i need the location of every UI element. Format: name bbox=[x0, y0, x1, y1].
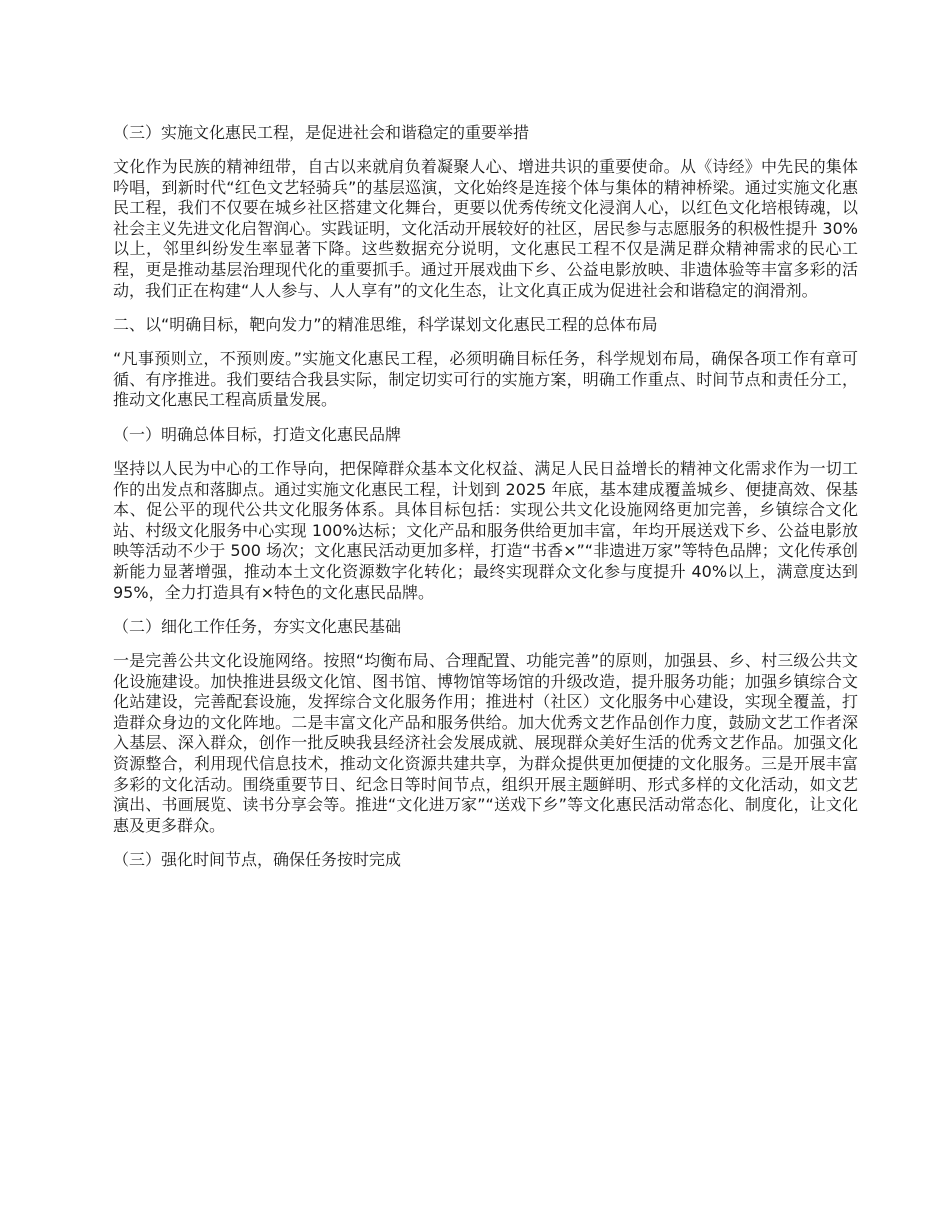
section-heading-3: （三）实施文化惠民工程，是促进社会和谐稳定的重要举措 bbox=[113, 123, 530, 142]
subsection-heading-2: （二）细化工作任务，夯实文化惠民基础 bbox=[113, 617, 402, 637]
section-heading-2: 二、以“明确目标，靶向发力”的精准思维，科学谋划文化惠民工程的总体布局 bbox=[113, 315, 658, 335]
paragraph-overall-goals: 坚持以人民为中心的工作导向，把保障群众基本文化权益、满足人民日益增长的精神文化需求作为一切工作的出发点和落脚点。通过实施文化惠民工程，计划到 2025 年底，基本建成覆盖城乡、便捷高效、保基本、促公平的现代公共文化服务体系。具体目标包括：实现公共文化设施网络更加完善，乡镇综合文化站、村级文化服务中心实现 100%达标；文化产品和服务供给更加丰富，年均开展送戏下乡、公益电影放映等活动不少于 500 场次；文化惠民活动更加多样，打造“书香×”“非遗进万家”等特色品牌；文化传承创新能力显著增强，推动本土文化资源数字化转化；最终实现群众文化参与度提升 40%以上，满意度达到 95%，全力打造具有×特色的文化惠民品牌。 bbox=[113, 458, 858, 602]
paragraph-culture-harmony: 文化作为民族的精神纽带，自古以来就肩负着凝聚人心、增进共识的重要使命。从《诗经》中先民的集体吟唱，到新时代“红色文艺轻骑兵”的基层巡演，文化始终是连接个体与集体的精神桥梁。通过实施文化惠民工程，我们不仅要在城乡社区搭建文化舞台，更要以优秀传统文化浸润人心，以红色文化培根铸魂，以社会主义先进文化启智润心。实践证明，文化活动开展较好的社区，居民参与志愿服务的积极性提升 30%以上，邻里纠纷发生率显著下降。这些数据充分说明，文化惠民工程不仅是满足群众精神需求的民心工程，更是推动基层治理现代化的重要抓手。通过开展戏曲下乡、公益电影放映、非遗体验等丰富多彩的活动，我们正在构建“人人参与、人人享有”的文化生态，让文化真正成为促进社会和谐稳定的润滑剂。 bbox=[113, 157, 858, 300]
paragraph-planning: “凡事预则立，不预则废。”实施文化惠民工程，必须明确目标任务，科学规划布局，确保各项工作有章可循、有序推进。我们要结合我县实际，制定切实可行的实施方案，明确工作重点、时间节点和责任分工，推动文化惠民工程高质量发展。 bbox=[113, 349, 858, 410]
document-page bbox=[113, 122, 858, 884]
subsection-heading-3: （三）强化时间节点，确保任务按时完成 bbox=[113, 850, 402, 870]
subsection-heading-1: （一）明确总体目标，打造文化惠民品牌 bbox=[113, 424, 402, 444]
paragraph-work-tasks: 一是完善公共文化设施网络。按照“均衡布局、合理配置、功能完善”的原则，加强县、乡、村三级公共文化设施建设。加快推进县级文化馆、图书馆、博物馆等场馆的升级改造，提升服务功能；加强乡镇综合文化站建设，完善配套设施，发挥综合文化服务作用；推进村（社区）文化服务中心建设，实现全覆盖，打造群众身边的文化阵地。二是丰富文化产品和服务供给。加大优秀文艺作品创作力度，鼓励文艺工作者深入基层、深入群众，创作一批反映我县经济社会发展成就、展现群众美好生活的优秀文艺作品。加强文化资源整合，利用现代信息技术，推动文化资源共建共享，为群众提供更加便捷的文化服务。三是开展丰富多彩的文化活动。围绕重要节日、纪念日等时间节点，组织开展主题鲜明、形式多样的文化活动，如文艺演出、书画展览、读书分享会等。推进“文化进万家”“送戏下乡”等文化惠民活动常态化、制度化，让文化惠及更多群众。 bbox=[113, 651, 858, 835]
